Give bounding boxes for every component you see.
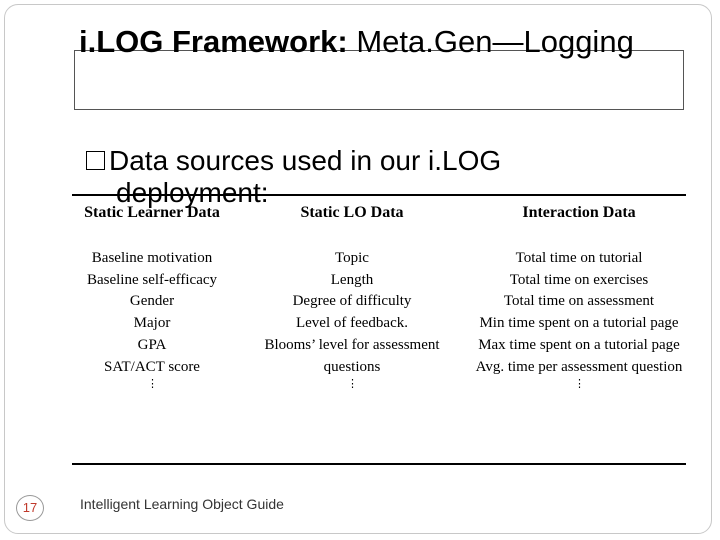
- column-static-lo-data: [238, 248, 466, 390]
- header-interaction-data: Interaction Data: [522, 204, 636, 221]
- data-sources-table: [72, 194, 686, 466]
- table-cell: Major: [133, 315, 171, 332]
- column-static-learner-data: [72, 248, 232, 390]
- table-cell: Min time spent on a tutorial page: [479, 315, 679, 332]
- slide-number-badge: [16, 495, 44, 521]
- header-static-lo-data: Static LO Data: [300, 204, 404, 221]
- bullet-text-line1: Data sources used in our i.LOG: [109, 145, 502, 176]
- table-cell: Total time on tutorial: [515, 250, 643, 266]
- bullet-text-line2: deployment:: [116, 177, 269, 208]
- table-cell: Topic: [335, 250, 369, 266]
- ellipsis-cell: ⋮: [347, 378, 357, 391]
- table-cell: Degree of difficulty: [292, 293, 412, 310]
- bullet-point: [86, 146, 501, 176]
- table-cell: Max time spent on a tutorial page: [478, 336, 680, 353]
- slide-title: [79, 22, 679, 62]
- footer-text: Intelligent Learning Object Guide: [80, 496, 284, 512]
- table-cell: Total time on exercises: [509, 271, 649, 288]
- table-cell: SAT/ACT score: [104, 358, 200, 375]
- table-cell: Avg. time per assessment question: [475, 358, 683, 375]
- bullet-box-icon: [86, 151, 105, 170]
- table-cell: Blooms’ level for assessment questions: [264, 336, 440, 375]
- ellipsis-cell: ⋮: [147, 378, 157, 391]
- table-cell: Length: [330, 271, 374, 288]
- ellipsis-cell: ⋮: [574, 378, 584, 391]
- header-static-learner-data: Static Learner Data: [84, 204, 220, 221]
- table-cell: Baseline motivation: [91, 250, 213, 266]
- slide-number: 17: [22, 500, 38, 515]
- table-cell: GPA: [137, 336, 167, 353]
- slide-title-bold: i.LOG Framework:: [79, 24, 348, 59]
- table-cell: Baseline self-efficacy: [86, 271, 218, 288]
- column-interaction-data: [472, 248, 686, 390]
- table-cell: Level of feedback.: [295, 315, 409, 332]
- slide-title-rest: Meta.Gen—Logging: [347, 24, 634, 59]
- table-bottom-rule: [72, 463, 686, 465]
- table-cell: Gender: [129, 293, 175, 310]
- table-cell: Total time on assessment: [503, 293, 655, 310]
